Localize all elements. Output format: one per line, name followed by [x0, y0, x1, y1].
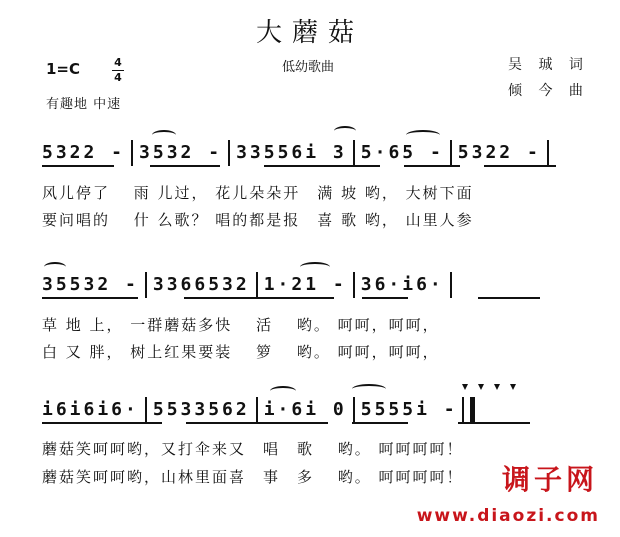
measure: 3532 - — [139, 142, 223, 163]
lyrics-line-2-verse-2: 白 又 胖， 树上红果要装 箩 哟。 呵呵，呵呵， — [42, 343, 440, 361]
song-title: 大蘑菇 — [255, 18, 364, 48]
meter-top: 4 — [114, 56, 122, 69]
measure: 5322 - — [42, 142, 126, 163]
measure: 35532 - — [42, 274, 139, 295]
notation-line-2 — [42, 272, 604, 298]
composer-credit: 倾 今 曲 — [508, 83, 589, 99]
measure: 5·65 - — [360, 142, 444, 163]
watermark-url: www.diaozi.com — [416, 506, 600, 526]
measure: 3366532 — [152, 274, 250, 295]
measure: 5322 - — [457, 142, 541, 163]
lyrics-line-3-verse-2: 蘑菇笑呵呵哟，山林里面喜 事 多 哟。 呵呵呵呵！ — [42, 468, 464, 486]
song-genre: 低幼歌曲 — [282, 60, 335, 75]
lyrics-line-2-verse-1: 草 地 上， 一群蘑菇多快 活 哟。 呵呵，呵呵， — [42, 316, 440, 334]
measure: 33556i 3 — [236, 142, 347, 163]
measure: i6i6i6· — [42, 399, 139, 420]
lyrics-line-3-verse-1: 蘑菇笑呵呵哟，又打伞来又 唱 歌 哟。 呵呵呵呵！ — [42, 440, 464, 458]
key-signature: 1=C — [46, 60, 81, 78]
measure: i·6i 0 — [263, 399, 347, 420]
lyrics-line-1-verse-2: 要问唱的 什 么歌？ 唱的都是报 喜 歌 哟， 山里人参 — [42, 211, 474, 229]
measure: 5533562 — [152, 399, 250, 420]
tempo-marking: 有趣地 中速 — [46, 97, 122, 112]
notation-line-3 — [42, 397, 604, 423]
lyricist-credit: 吴 珹 词 — [508, 57, 589, 73]
time-signature — [112, 57, 124, 84]
watermark-site-name: 调子网 — [501, 463, 598, 496]
meter-bottom: 4 — [114, 71, 122, 84]
lyrics-line-1-verse-1: 风儿停了 雨 儿过， 花儿朵朵开 满 坡 哟， 大树下面 — [42, 184, 474, 202]
measure: 36·i6· — [360, 274, 444, 295]
measure: 1·21 - — [263, 274, 347, 295]
measure: 5555i - — [360, 399, 458, 420]
notation-line-1 — [42, 140, 604, 166]
